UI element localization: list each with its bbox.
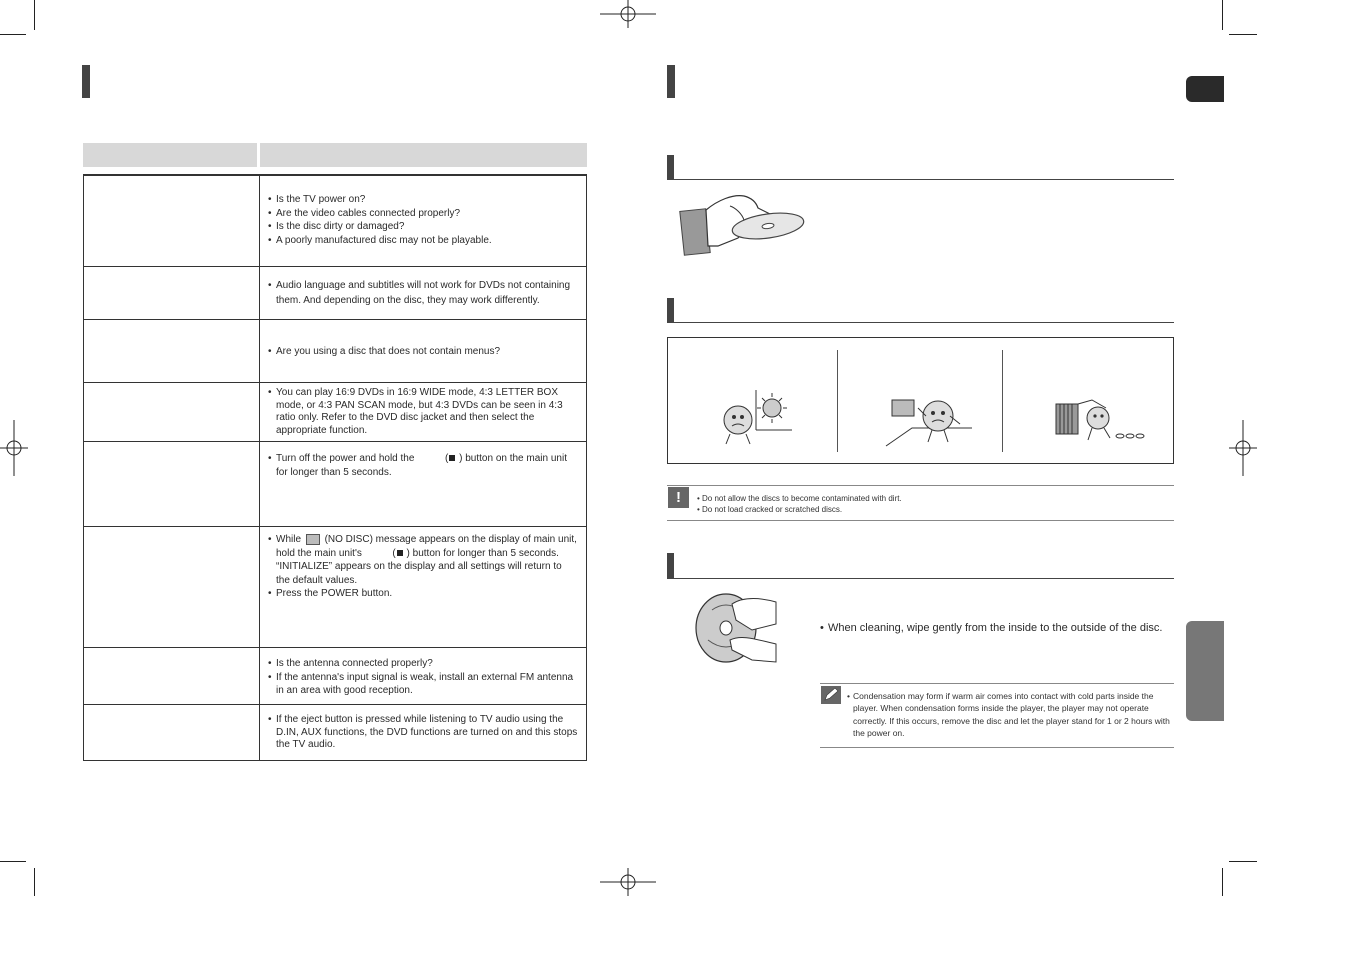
registration-mark-icon xyxy=(1229,420,1257,476)
hand-holding-disc-illustration xyxy=(678,188,806,258)
remedy-item: • Are the video cables connected properly? xyxy=(268,207,578,221)
crop-mark xyxy=(34,0,35,30)
remedy-item: • If the eject button is pressed while listening to TV audio using the D.IN, AUX functions, the DVD functions are turned on and this stops the TV audio. xyxy=(268,714,578,752)
section-rule xyxy=(667,179,1174,180)
crop-mark xyxy=(34,868,35,896)
note-rule xyxy=(820,747,1174,748)
cleaning-instruction xyxy=(820,622,1168,635)
crop-mark xyxy=(1222,868,1223,896)
note-rule xyxy=(667,485,1174,486)
table-row xyxy=(84,704,586,761)
page-title-bar xyxy=(667,65,675,98)
remedy-cell xyxy=(268,278,578,308)
crop-mark xyxy=(1222,0,1223,30)
stop-icon xyxy=(449,455,455,461)
condensation-note xyxy=(847,690,1173,739)
panel-divider xyxy=(837,350,838,452)
exclamation-icon: ! xyxy=(668,487,689,508)
crop-mark xyxy=(0,861,26,862)
table-header-remedy xyxy=(260,143,587,167)
note-rule xyxy=(820,683,1174,684)
table-row xyxy=(84,647,586,705)
table-row xyxy=(84,266,586,320)
crop-mark xyxy=(1229,861,1257,862)
table-header-symptom xyxy=(83,143,257,167)
crop-mark xyxy=(1229,34,1257,35)
section-bar-storage xyxy=(667,298,674,323)
remedy-cell xyxy=(268,533,578,601)
cleaning-text: When cleaning, wipe gently from the inside to the outside of the disc. xyxy=(828,622,1163,634)
remedy-item: • Turn off the power and hold the ( ) button on the main unit for longer than 5 seconds. xyxy=(268,452,578,479)
troubleshooting-table xyxy=(83,174,587,761)
registration-mark-icon xyxy=(600,868,656,896)
cleaning-disc-illustration xyxy=(692,590,778,668)
section-rule xyxy=(667,322,1174,323)
chapter-tab xyxy=(1186,621,1224,721)
disc-near-heater-illustration xyxy=(882,394,972,450)
caution-line: • Do not allow the discs to become contaminated with dirt. xyxy=(697,494,902,503)
bullet: • xyxy=(820,622,824,634)
disc-humidity-illustration xyxy=(1052,392,1148,448)
remedy-text: (NO DISC) message appears on the display of main unit, hold the main unit's xyxy=(276,534,577,559)
caution-line: • Do not load cracked or scratched discs. xyxy=(697,505,843,514)
page-title-bar xyxy=(82,65,90,98)
remedy-cell xyxy=(268,193,578,247)
remedy-item: • A poorly manufactured disc may not be playable. xyxy=(268,234,578,248)
remedy-item: • Are you using a disc that does not contain menus? xyxy=(268,345,578,359)
crop-mark xyxy=(0,34,26,35)
caution-line-text: Do not allow the discs to become contaminated with dirt. xyxy=(702,494,902,503)
bullet: • xyxy=(847,691,850,701)
condensation-text: Condensation may form if warm air comes into contact with cold parts inside the player. When condensation forms inside the player, the player may not operate correctly. If this occurs, remove the disc and let the player stand for 1 or 2 hours with the power on. xyxy=(853,691,1170,738)
section-bar-handling xyxy=(667,155,674,180)
remedy-cell xyxy=(268,387,578,437)
registration-mark-icon xyxy=(600,0,656,28)
remedy-cell xyxy=(268,452,578,479)
pencil-note-icon xyxy=(821,686,841,704)
registration-mark-icon xyxy=(0,420,28,476)
remedy-item: • Press the POWER button. xyxy=(268,587,578,601)
remedy-item: • Is the disc dirty or damaged? xyxy=(268,220,578,234)
caution-line-text: Do not load cracked or scratched discs. xyxy=(702,505,843,514)
language-tab xyxy=(1186,76,1224,102)
storage-illustrations-box xyxy=(667,337,1174,464)
remedy-item: • You can play 16:9 DVDs in 16:9 WIDE mode, 4:3 LETTER BOX mode, or 4:3 PAN SCAN mode, but 4:3 DVDs can be seen in 4:3 ratio only. Refer to the DVD disc jacket and then select the appropriate function. xyxy=(268,387,578,437)
remedy-text: ) button for longer than 5 seconds. “INITIALIZE” appears on the display and all settings will return to the default values. xyxy=(276,547,562,586)
remedy-item: • Is the TV power on? xyxy=(268,193,578,207)
stop-icon xyxy=(397,550,403,556)
remedy-cell xyxy=(268,657,578,698)
table-row xyxy=(84,382,586,442)
disc-in-sunlight-illustration xyxy=(716,390,796,450)
table-row xyxy=(84,441,586,527)
remedy-text: While xyxy=(276,534,302,545)
table-row xyxy=(84,175,586,267)
note-rule xyxy=(667,520,1174,521)
panel-divider xyxy=(1002,350,1003,452)
remedy-item: • Audio language and subtitles will not work for DVDs not containing them. And depending on the disc, they may work differently. xyxy=(268,278,578,308)
remedy-item: • Is the antenna connected properly? xyxy=(268,657,578,671)
remedy-text: Turn off the power and hold the xyxy=(276,453,415,464)
caution-text xyxy=(697,493,1167,515)
table-row xyxy=(84,319,586,383)
remedy-item: • If the antenna's input signal is weak, install an external FM antenna in an area with good reception. xyxy=(268,671,578,698)
section-bar-cleaning xyxy=(667,553,674,578)
remedy-text: ) button on the main unit for longer than 5 seconds. xyxy=(276,453,567,478)
remedy-cell xyxy=(268,345,578,359)
remedy-item: • While (NO DISC) message appears on the display of main unit, hold the main unit's ( ) button for longer than 5 seconds. “INITIALIZE” appears on the display and all settings will return to the default values. xyxy=(268,533,578,587)
remedy-cell xyxy=(268,714,578,752)
no-disc-icon xyxy=(306,534,320,545)
section-rule xyxy=(667,578,1174,579)
table-row xyxy=(84,526,586,648)
